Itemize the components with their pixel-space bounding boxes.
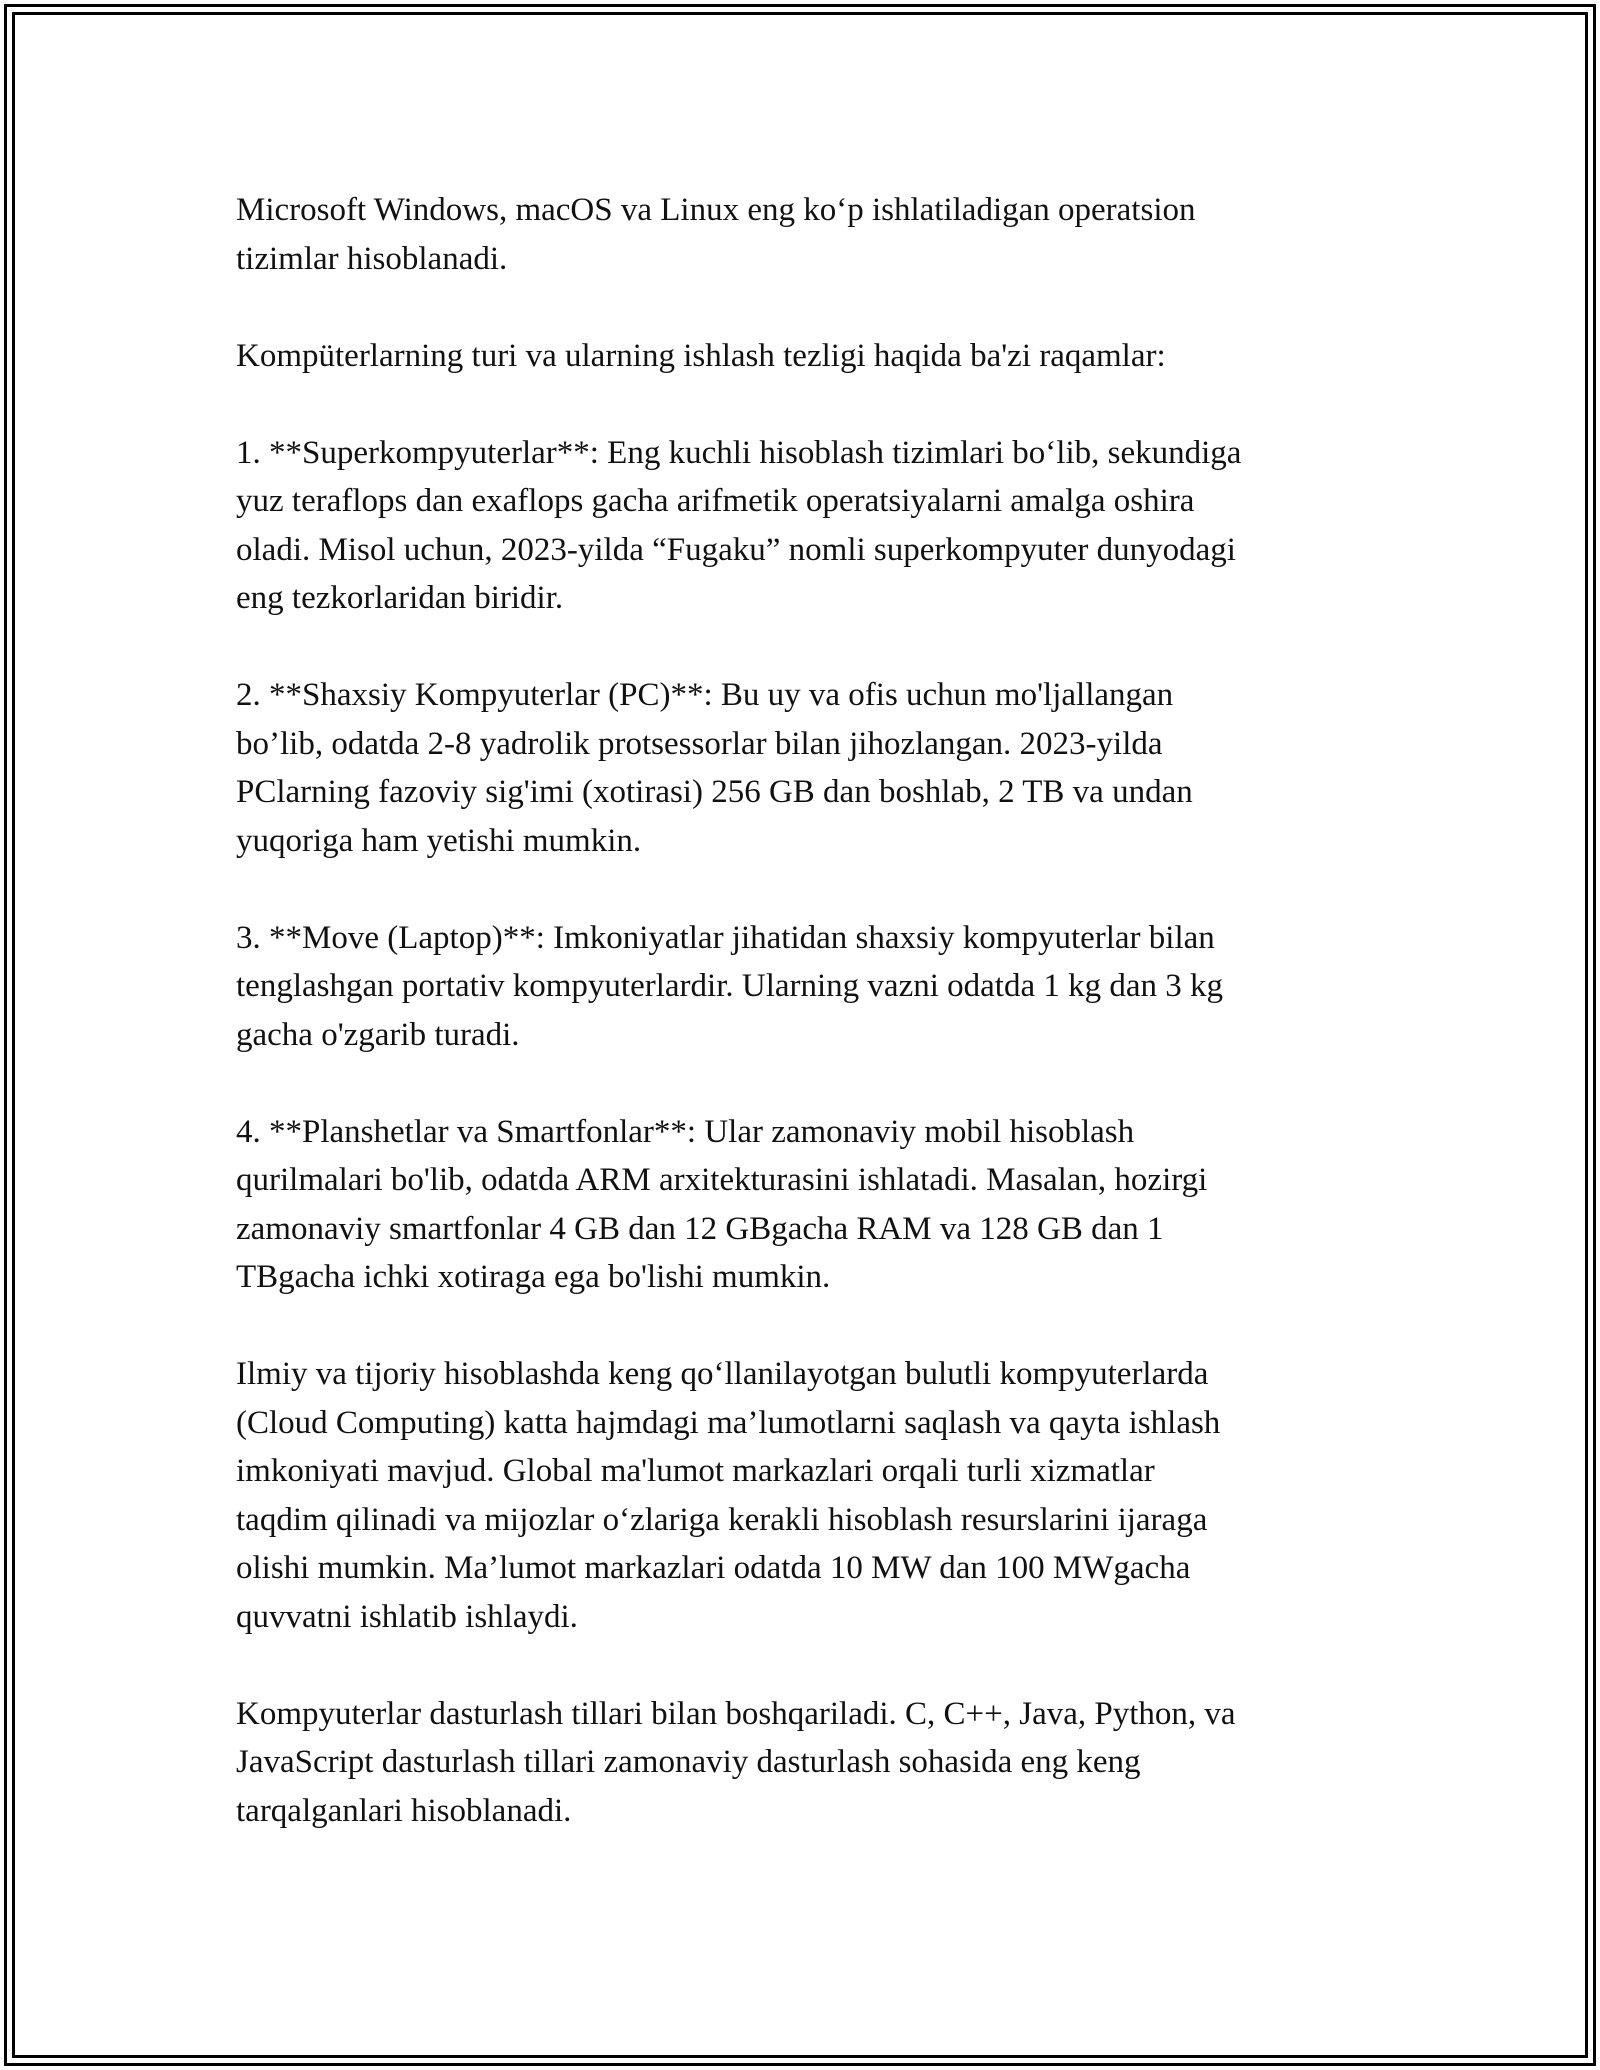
- list-item-laptops: 3. **Move (Laptop)**: Imkoniyatlar jihatidan shaxsiy kompyuterlar bilan tenglashgan portativ kompyuterlardir. Ularning vazni odatda 1 kg dan 3 kg gacha o'zgarib turadi.: [236, 919, 1224, 1053]
- list-item-tablets-smartphones: 4. **Planshetlar va Smartfonlar**: Ular zamonaviy mobil hisoblash qurilmalari bo'lib, odatda ARM arxitekturasini ishlatadi. Masalan, hozirgi zamonaviy smartfonlar 4 GB dan 12 GBgacha RAM va 128 GB dan 1 TBgacha ichki xotiraga ega bo'lishi mumkin.: [236, 1113, 1208, 1295]
- paragraph-cloud-computing: Ilmiy va tijoriy hisoblashda keng qo‘llanilayotgan bulutli kompyuterlarda (Cloud Computing) katta hajmdagi ma’lumotlarni saqlash va qayta ishlash imkoniyati mavjud. Global ma'lumot markazlari orqali turli xizmatlar taqdim qilinadi va mijozlar o‘zlariga kerakli hisoblash resurslarini ijaraga olishi mumkin. Ma’lumot markazlari odatda 10 MW dan 100 MWgacha quvvatni ishlatib ishlaydi.: [236, 1356, 1221, 1635]
- paragraph-os-intro: Microsoft Windows, macOS va Linux eng ko‘p ishlatiladigan operatsion tizimlar hisoblanadi.: [236, 192, 1196, 277]
- document-body: [236, 186, 1376, 1884]
- paragraph-computer-types-intro: Kompüterlarning turi va ularning ishlash tezligi haqida ba'zi raqamlar:: [236, 337, 1166, 374]
- list-item-supercomputers: 1. **Superkompyuterlar**: Eng kuchli hisoblash tizimlari bo‘lib, sekundiga yuz teraflops dan exaflops gacha arifmetik operatsiyalarni amalga oshira oladi. Misol uchun, 2023-yilda “Fugaku” nomli superkompyuter dunyodagi eng tezkorlaridan biridir.: [236, 434, 1242, 616]
- list-item-personal-computers: 2. **Shaxsiy Kompyuterlar (PC)**: Bu uy va ofis uchun mo'ljallangan bo’lib, odatda 2-8 yadrolik protsessorlar bilan jihozlangan. 2023-yilda PClarning fazoviy sig'imi (xotirasi) 256 GB dan boshlab, 2 TB va undan yuqoriga ham yetishi mumkin.: [236, 677, 1193, 859]
- paragraph-programming-languages: Kompyuterlar dasturlash tillari bilan boshqariladi. C, C++, Java, Python, va JavaScript dasturlash tillari zamonaviy dasturlash sohasida eng keng tarqalganlari hisoblanadi.: [236, 1695, 1236, 1829]
